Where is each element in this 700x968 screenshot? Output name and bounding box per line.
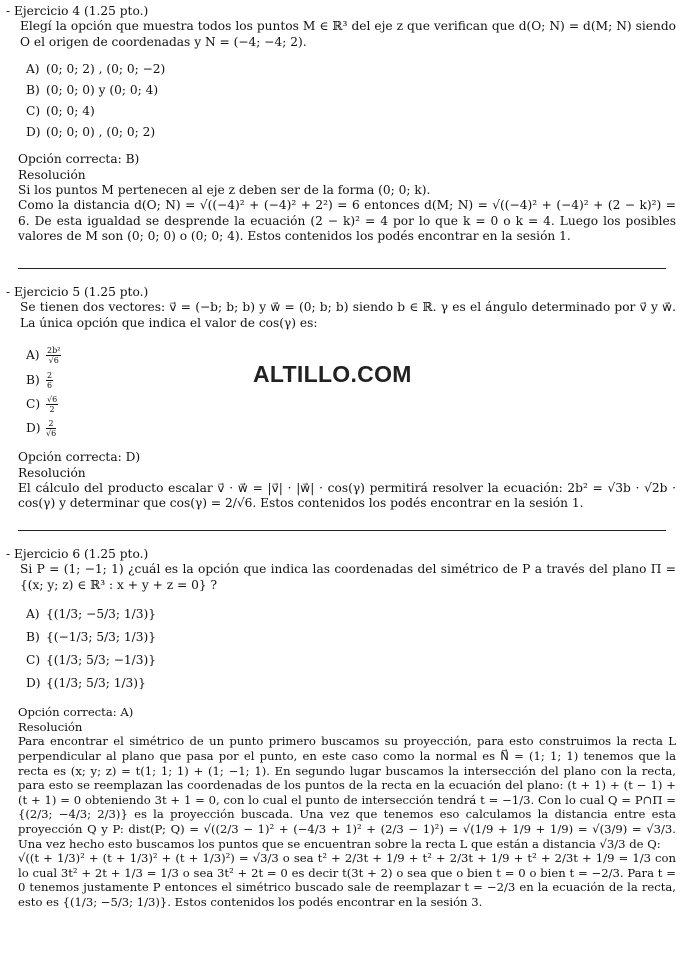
- exercise-5: [6, 285, 676, 512]
- option-d: D) {(1/3; 5/3; 1/3)}: [26, 676, 146, 691]
- divider: [18, 530, 666, 531]
- option-c: C) (0; 0; 4): [26, 104, 95, 119]
- option-c: C) $\frac{√6}{2}$: [26, 395, 58, 415]
- exercise-5-options: [26, 343, 676, 440]
- resolution-label: Resolución: [18, 167, 86, 182]
- solution-text: Para encontrar el simétrico de un punto primero buscamos su proyección, para esto construimos la recta L perpendicular al plano que pasa por el punto, en este caso como la normal es N⃗ = (1; 1; 1) tenemos que la recta es (x; y; z) = t(1; 1; 1) + (1; −1; 1). En segundo lugar buscamos la intersección del plano con la recta, para esto se reemplazan las coordenadas de los puntos de la recta en la ecuación del plano: (t + 1) + (t − 1) + (t + 1) = 0 obteniendo 3t + 1 = 0, con lo cual el punto de intersección tendrá t = −1/3. Con lo cual Q = P∩Π = {(2/3; −4/3; 2/3)} es la proyección buscada. Una vez que tenemos eso calculamos la distancia entre esta proyección Q y P: dist(P; Q) = √((2/3 − 1)² + (−4/3 + 1)² + (2/3 − 1)²) = √(1/9 + 1/9 + 1/9) = √(3/9) = √3/3. Una vez hecho esto buscamos los puntos que se encuentran sobre la recta L que están a distancia √3/3 de Q:: [18, 734, 676, 851]
- divider: [18, 268, 666, 269]
- exercise-6-title: - Ejercicio 6 (1.25 pto.): [6, 547, 149, 561]
- correct-answer: Opción correcta: D): [18, 450, 141, 465]
- exercise-4-solution: [6, 152, 676, 244]
- exercise-4-title: - Ejercicio 4 (1.25 pto.): [6, 4, 149, 18]
- correct-answer: Opción correcta: A): [18, 705, 134, 720]
- exercise-4-prompt: Elegí la opción que muestra todos los puntos M ∈ ℝ³ del eje z que verifican que d(O; N) = d(M; N) siendo O el origen de coordenadas y N = (−4; −4; 2).: [20, 19, 676, 49]
- exercise-6-options: [26, 603, 676, 695]
- exercise-5-title: - Ejercicio 5 (1.25 pto.): [6, 285, 149, 299]
- exercise-4: [6, 4, 676, 245]
- exercise-6-prompt: Si P = (1; −1; 1) ¿cuál es la opción que indica las coordenadas del simétrico de P a través del plano Π = {(x; y; z) ∈ ℝ³ : x + y + z = 0} ?: [20, 562, 676, 592]
- watermark: ALTILLO.COM: [253, 361, 412, 387]
- option-c: C) {(1/3; 5/3; −1/3)}: [26, 653, 157, 668]
- solution-text: El cálculo del producto escalar v⃗ · w⃗ = |v⃗| · |w⃗| · cos(γ) permitirá resolver la ecuación: 2b² = √3b · √2b · cos(γ) y determinar que cos(γ) = 2/√6. Estos contenidos los podés encontrar en la sesión 1.: [18, 481, 676, 511]
- exercise-6: [6, 547, 676, 910]
- option-b: B) {(−1/3; 5/3; 1/3)}: [26, 630, 157, 645]
- exercise-5-prompt: Se tienen dos vectores: v⃗ = (−b; b; b) y w⃗ = (0; b; b) siendo b ∈ ℝ. γ es el ángulo determinado por v⃗ y w⃗. La única opción que indica el valor de cos(γ) es:: [20, 300, 676, 330]
- exercise-4-options: [26, 59, 676, 143]
- resolution-label: Resolución: [18, 465, 86, 480]
- solution-text: √((t + 1/3)² + (t + 1/3)² + (t + 1/3)²) = √3/3 o sea t² + 2/3t + 1/9 + t² + 2/3t + 1/9 + t² + 2/3t + 1/9 = 1/3 con lo cual 3t² + 2t + 1/3 = 1/3 o sea 3t² + 2t = 0 es decir t(3t + 2) o sea que o bien t = 0 o bien t = −2/3. Para t = 0 tenemos justamente P entonces el simétrico buscado sale de reemplazar t = −2/3 en la ecuación de la recta, esto es {(1/3; −5/3; 1/3)}. Estos contenidos los podés encontrar en la sesión 3.: [18, 851, 676, 909]
- solution-text: Si los puntos M pertenecen al eje z deben ser de la forma (0; 0; k).: [18, 183, 431, 198]
- exercise-5-solution: [6, 450, 676, 512]
- option-d: D) $\frac{2}{√6}$: [26, 419, 57, 439]
- correct-answer: Opción correcta: B): [18, 152, 140, 167]
- option-d: D) (0; 0; 0) , (0; 0; 2): [26, 125, 156, 140]
- option-a: A) (0; 0; 2) , (0; 0; −2): [26, 62, 166, 77]
- exercise-6-solution: [6, 705, 676, 909]
- option-a: A) $\frac{\text{2b²}}{√6}$: [26, 346, 61, 366]
- option-b: B) $\frac{2}{6}$: [26, 371, 53, 391]
- solution-text: Como la distancia d(O; N) = √((−4)² + (−4)² + 2²) = 6 entonces d(M; N) = √((−4)² + (−4)² + (2 − k)²) = 6. De esta igualdad se desprende la ecuación (2 − k)² = 4 por lo que k = 0 o k = 4. Luego los posibles valores de M son (0; 0; 0) o (0; 0; 4). Estos contenidos los podés encontrar en la sesión 1.: [18, 198, 676, 244]
- option-a: A) {(1/3; −5/3; 1/3)}: [26, 607, 157, 622]
- option-b: B) (0; 0; 0) y (0; 0; 4): [26, 83, 159, 98]
- resolution-label: Resolución: [18, 719, 83, 734]
